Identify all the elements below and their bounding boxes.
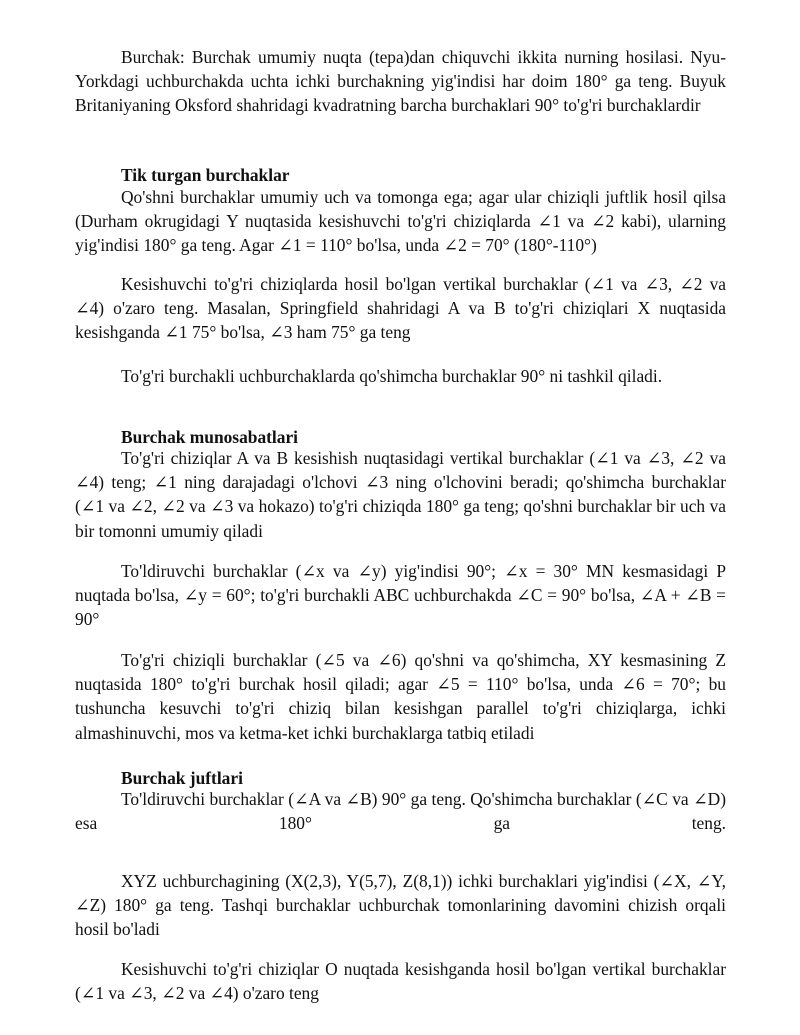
paragraph-triangle-xyz: XYZ uchburchagining (X(2,3), Y(5,7), Z(8,1)) ichki burchaklari yig'indisi (∠X, ∠Y, ∠Z) 180° ga teng. Tashqi burchaklar uchburchak tomonlarining davomini chizish orqali hosil bo'ladi xyxy=(75,871,726,940)
paragraph-vertical-angles-example: Kesishuvchi to'g'ri chiziqlarda hosil bo'lgan vertikal burchaklar (∠1 va ∠3, ∠2 va ∠4) o'zaro teng. Masalan, Springfield shahridagi A va B to'g'ri chiziqlari X nuqtasida kesishganda ∠1 75° bo'lsa, ∠3 ham 75° ga teng xyxy=(75,274,726,343)
paragraph-angle-definition: Burchak: Burchak umumiy nuqta (tepa)dan chiquvchi ikkita nurning hosilasi. Nyu-Yorkdagi uchburchakda uchta ichki burchakning yig'indisi har doim 180° ga teng. Buyuk Britaniyaning Oksford shahridagi kvadratning barcha burchaklari 90° to'g'ri burchaklardir xyxy=(75,47,726,116)
paragraph-intersecting-lines: Kesishuvchi to'g'ri chiziqlar O nuqtada kesishganda hosil bo'lgan vertikal burchaklar (∠1 va ∠3, ∠2 va ∠4) o'zaro teng xyxy=(75,959,726,1004)
paragraph-linear-angles: To'g'ri chiziqli burchaklar (∠5 va ∠6) qo'shni va qo'shimcha, XY kesmasining Z nuqtasida 180° to'g'ri burchak hosil qiladi; agar ∠5 = 110° bo'lsa, unda ∠6 = 70°; bu tushuncha kesuvchi to'g'ri chiziq bilan kesishgan parallel to'g'ri chiziqlarga, ichki almashinuvchi, mos va ketma-ket ichki burchaklarga tatbiq etiladi xyxy=(75,650,726,743)
heading-angle-pairs: Burchak juftlari xyxy=(121,768,243,788)
paragraph-angle-relations: To'g'ri chiziqlar A va B kesishish nuqtasidagi vertikal burchaklar (∠1 va ∠3, ∠2 va ∠4) teng; ∠1 ning darajadagi o'lchovi ∠3 ning o'lchovini beradi; qo'shimcha burchaklar (∠1 va ∠2, ∠2 va ∠3 va hokazo) to'g'ri chiziqda 180° ga teng; qo'shni burchaklar bir uch va bir tomonni umumiy qiladi xyxy=(75,448,726,541)
paragraph-angle-pairs: To'ldiruvchi burchaklar (∠A va ∠B) 90° ga teng. Qo'shimcha burchaklar (∠C va ∠D) esa 180° ga teng. xyxy=(75,789,726,834)
heading-angle-relations: Burchak munosabatlari xyxy=(121,427,299,447)
paragraph-right-triangle: To'g'ri burchakli uchburchaklarda qo'shimcha burchaklar 90° ni tashkil qiladi. xyxy=(121,366,663,386)
paragraph-complementary-angles: To'ldiruvchi burchaklar (∠x va ∠y) yig'indisi 90°; ∠x = 30° MN kesmasidagi P nuqtada bo'lsa, ∠y = 60°; to'g'ri burchakli ABC uchburchakda ∠C = 90° bo'lsa, ∠A + ∠B = 90° xyxy=(75,561,726,630)
heading-vertical-angles: Tik turgan burchaklar xyxy=(121,165,290,185)
paragraph-adjacent-angles: Qo'shni burchaklar umumiy uch va tomonga ega; agar ular chiziqli juftlik hosil qilsa (Durham okrugidagi Y nuqtasida kesishuvchi to'g'ri chiziqlarda ∠1 va ∠2 kabi), ularning yig'indisi 180° ga teng. Agar ∠1 = 110° bo'lsa, unda ∠2 = 70° (180°-110°) xyxy=(75,187,726,256)
